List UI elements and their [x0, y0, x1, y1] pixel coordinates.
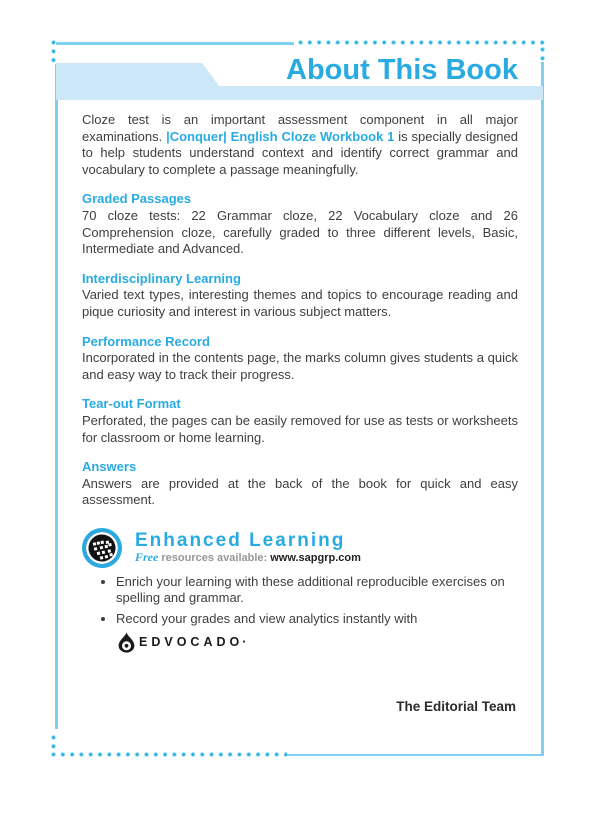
frame-topright-dots [539, 46, 546, 64]
bullet-reproducible-exercises: • Enrich your learning with these additional reproducible exercises on spelling and grammar. [116, 574, 518, 607]
frame-left-solid [55, 64, 58, 729]
section-heading-answers: Answers [82, 459, 137, 475]
frame-bottom-solid [285, 754, 543, 757]
edvocado-wordmark: EDVOCADO [139, 634, 244, 649]
enhanced-learning-subtitle [135, 551, 361, 565]
page-title: About This Book [286, 54, 518, 86]
intro-paragraph [82, 112, 518, 178]
enhanced-learning-text [135, 531, 361, 565]
section-heading-tear-out-format: Tear-out Format [82, 396, 181, 412]
intro-text-before: Cloze test is an important assessment component in all major examinations. [82, 112, 518, 144]
qr-code-badge-icon [78, 524, 125, 571]
resources-available-label: resources available: [158, 551, 271, 564]
frame-right-solid [541, 62, 544, 756]
frame-top-dots [297, 39, 547, 46]
enhanced-learning-title: Enhanced Learning [135, 529, 346, 551]
section-body-answers: Answers are provided at the back of the book for quick and easy assessment. [82, 475, 518, 508]
qr-pixels-icon [93, 542, 97, 546]
section-heading-performance-record: Performance Record [82, 333, 210, 349]
section-heading-graded-passages: Graded Passages [82, 191, 192, 207]
bullet-record-grades [116, 611, 518, 653]
enhanced-learning-bullets [82, 574, 518, 653]
section-heading-interdisciplinary-learning: Interdisciplinary Learning [82, 270, 241, 286]
section-body-interdisciplinary-learning: Varied text types, interesting themes and topics to encourage reading and pique curiosity and interest in various subject matters. [82, 287, 518, 319]
section-body-tear-out-format: Perforated, the pages can be easily removed for use as tests or worksheets for classroom or home learning. [82, 412, 518, 445]
bullet-record-grades-text: Record your grades and view analytics instantly with [116, 611, 418, 627]
publisher-url: www.sapgrp.com [270, 551, 361, 564]
avocado-icon [118, 632, 135, 653]
frame-bottom-dots [50, 751, 287, 758]
page-content [82, 112, 518, 715]
edvocado-logo [118, 632, 518, 653]
book-series-name: |Conquer| English Cloze Workbook 1 [166, 128, 395, 144]
frame-topleft-dots [50, 39, 57, 66]
free-label: Free [135, 549, 159, 564]
section-body-performance-record: Incorporated in the contents page, the marks column gives students a quick and easy way to track their progress. [82, 350, 518, 382]
frame-top-solid [56, 42, 294, 45]
enhanced-learning-block [82, 528, 518, 568]
editorial-team-signature: The Editorial Team [396, 698, 516, 714]
frame-bottomleft-dots [50, 734, 57, 752]
section-body-graded-passages: 70 cloze tests: 22 Grammar cloze, 22 Vocabulary cloze and 26 Comprehension cloze, carefully graded to three different levels, Basic, Intermediate and Advanced. [82, 207, 518, 257]
intro-text-after: is specially designed to help students understand context and identify correct grammar and vocabulary to complete a passage meaningfully. [82, 128, 518, 177]
edvocado-trailing-dot: · [242, 633, 247, 649]
